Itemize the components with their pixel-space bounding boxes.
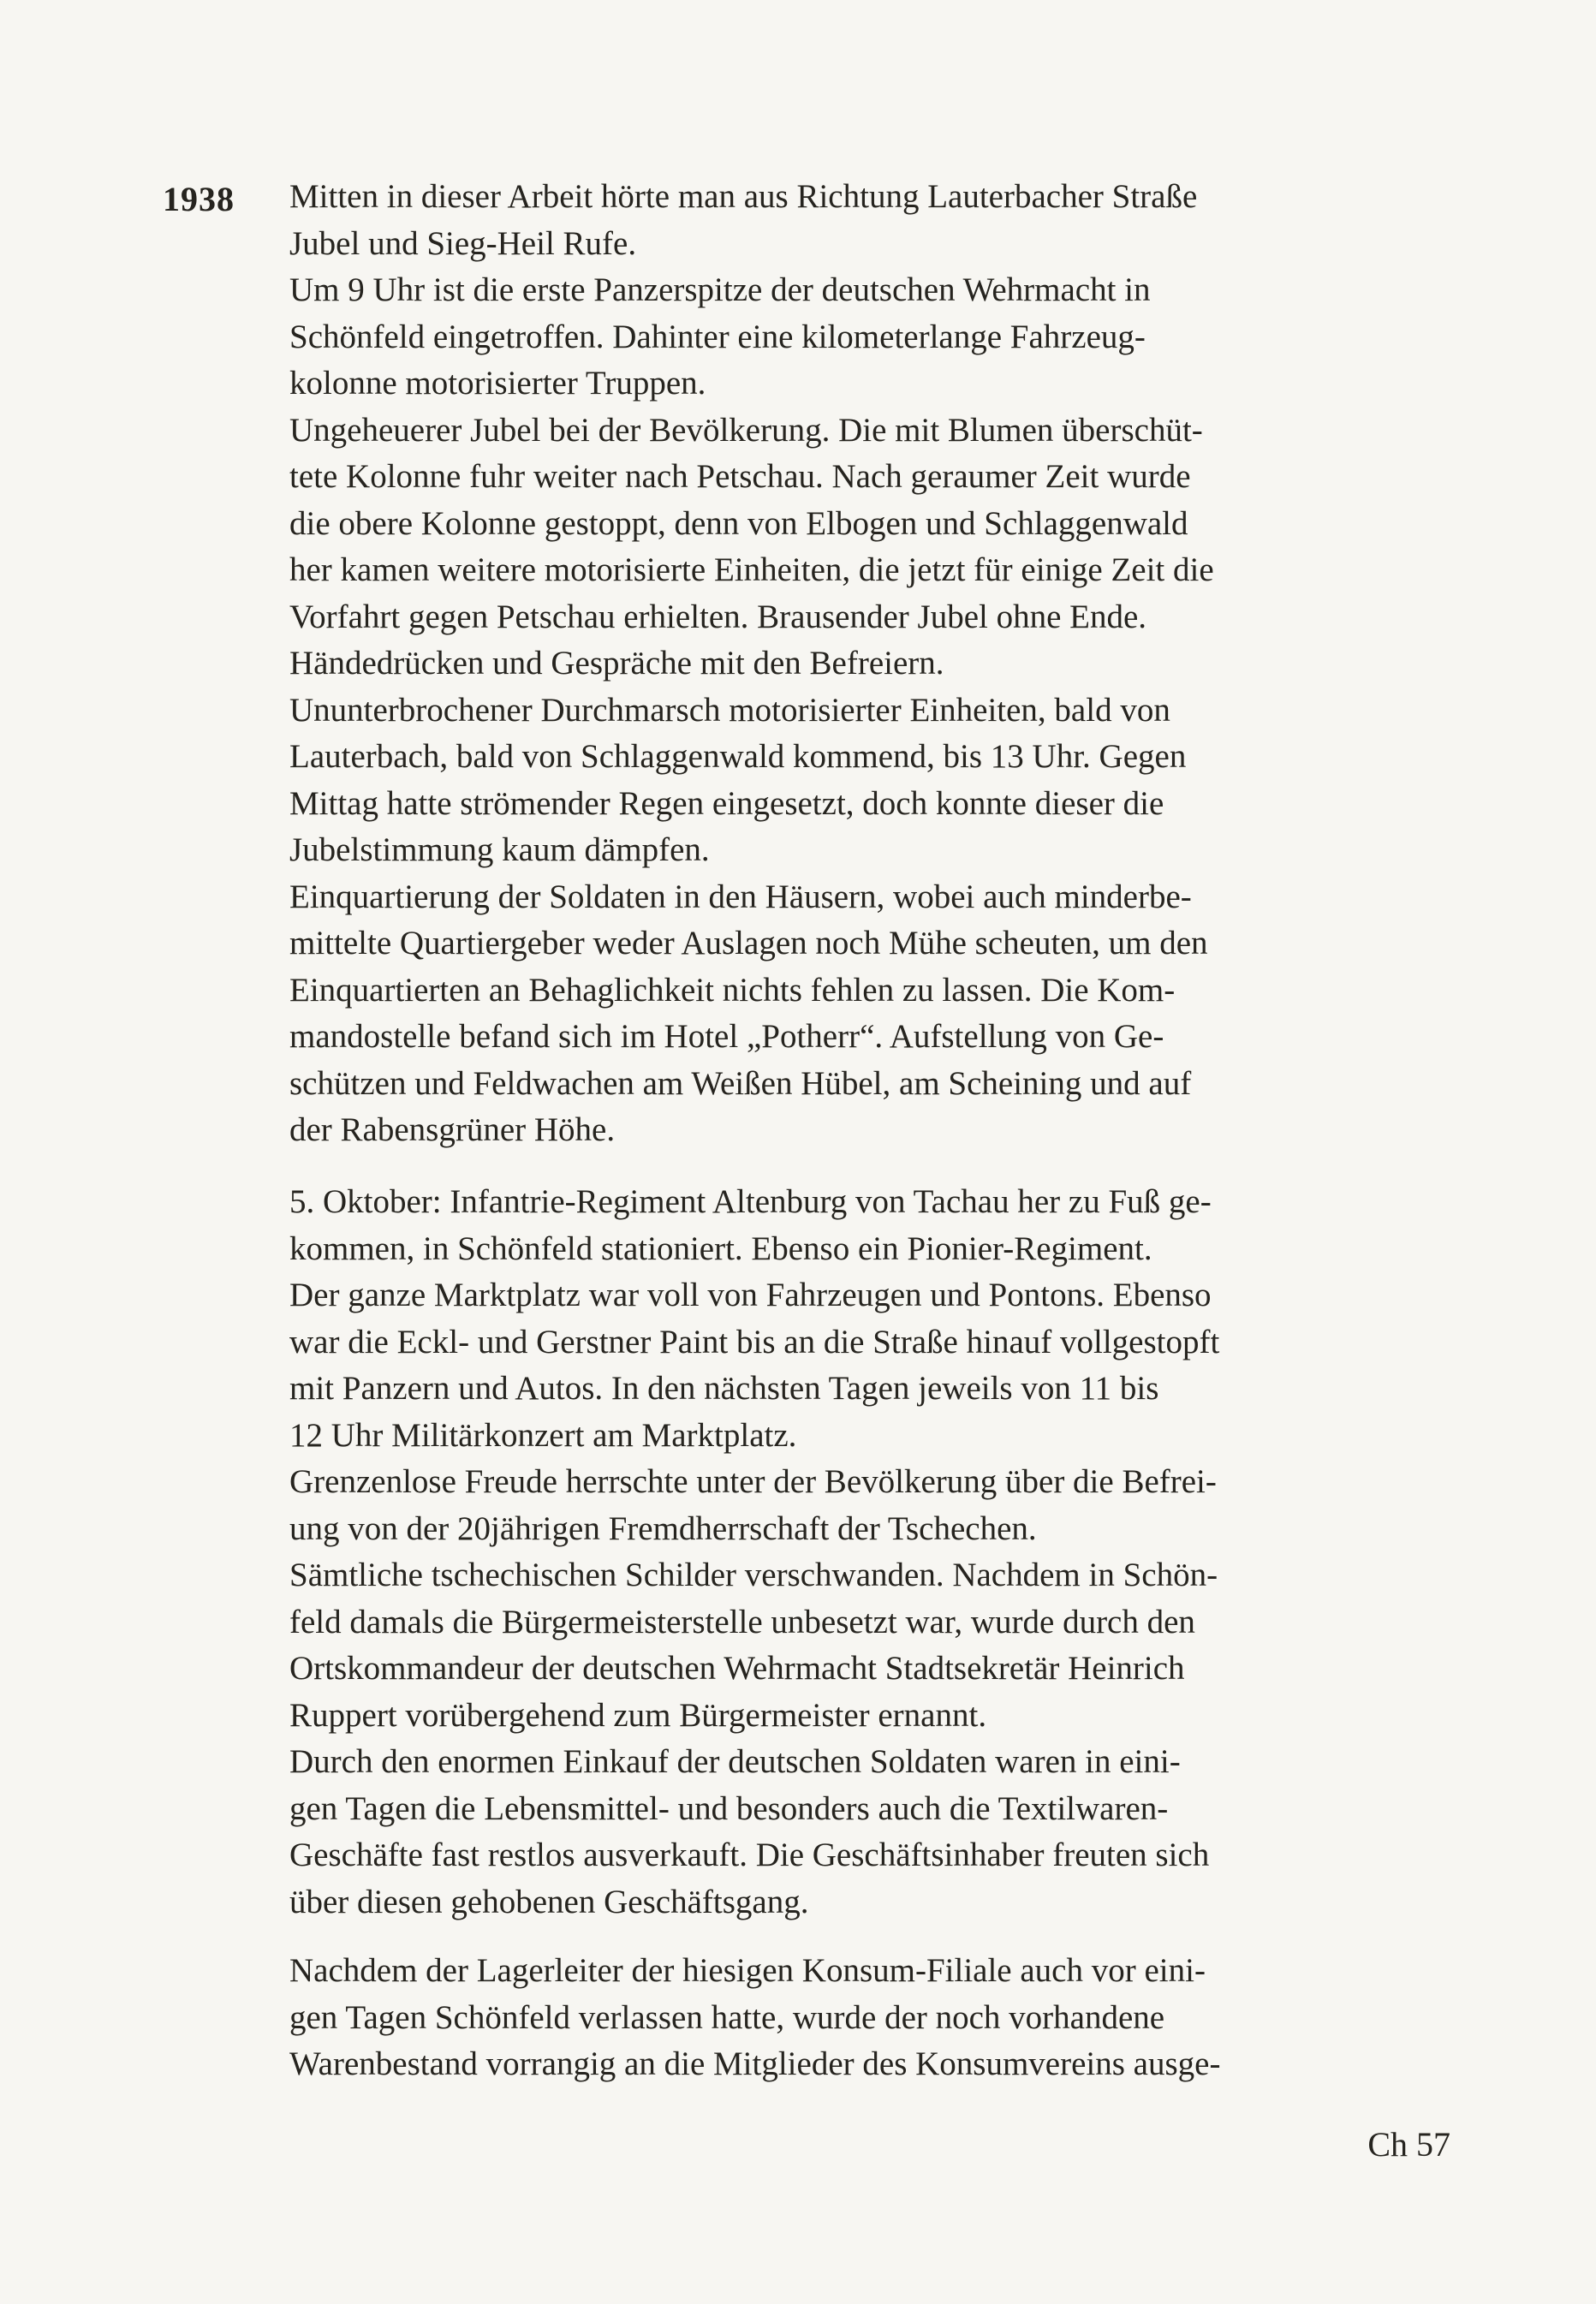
text-line: Vorfahrt gegen Petschau erhielten. Brausender Jubel ohne Ende.: [289, 598, 1147, 635]
text-line: über diesen gehobenen Geschäftsgang.: [289, 1883, 809, 1920]
year-marker: 1938: [163, 180, 235, 218]
text-line: Mitten in dieser Arbeit hörte man aus Richtung Lauterbacher Straße: [289, 178, 1198, 215]
text-line: kolonne motorisierter Truppen.: [289, 365, 706, 402]
text-line: Warenbestand vorrangig an die Mitglieder des Konsumvereins ausge-: [289, 2045, 1221, 2082]
text-line: der Rabensgrüner Höhe.: [289, 1111, 616, 1148]
text-line: Mittag hatte strömender Regen eingesetzt, doch konnte dieser die: [289, 784, 1164, 822]
text-line: mittelte Quartiergeber weder Auslagen noch Mühe scheuten, um den: [289, 925, 1208, 961]
text-line: Jubel und Sieg-Heil Rufe.: [289, 224, 637, 262]
text-line: gen Tagen die Lebensmittel- und besonders auch die Textilwaren-: [289, 1789, 1169, 1827]
text-line: Lauterbach, bald von Schlaggenwald kommend, bis 13 Uhr. Gegen: [289, 738, 1187, 775]
text-line: gen Tagen Schönfeld verlassen hatte, wurde der noch vorhandene: [289, 1998, 1165, 2036]
text-line: Einquartierung der Soldaten in den Häusern, wobei auch minderbe-: [289, 878, 1192, 915]
text-line: Grenzenlose Freude herrschte unter der Bevölkerung über die Befrei-: [289, 1463, 1217, 1500]
text-line: ung von der 20jährigen Fremdherrschaft der Tschechen.: [289, 1509, 1037, 1547]
text-line: 5. Oktober: Infantrie-Regiment Altenburg von Tachau her zu Fuß ge-: [289, 1183, 1212, 1220]
text-line: Ruppert vorübergehend zum Bürgermeister ernannt.: [289, 1696, 987, 1734]
paragraph-block-3: [289, 1948, 1445, 2088]
text-line: Sämtliche tschechischen Schilder verschwanden. Nachdem in Schön-: [289, 1557, 1218, 1593]
text-line: Nachdem der Lagerleiter der hiesigen Konsum-Filiale auch vor eini-: [289, 1952, 1206, 1989]
text-line: Einquartierten an Behaglichkeit nichts fehlen zu lassen. Die Kom-: [289, 971, 1176, 1009]
text-line: kommen, in Schönfeld stationiert. Ebenso ein Pionier-Regiment.: [289, 1229, 1152, 1267]
text-line: feld damals die Bürgermeisterstelle unbesetzt war, wurde durch den: [289, 1603, 1195, 1640]
text-line: Der ganze Marktplatz war voll von Fahrzeugen und Pontons. Ebenso: [289, 1277, 1212, 1313]
text-line: schützen und Feldwachen am Weißen Hübel, am Scheining und auf: [289, 1064, 1192, 1102]
text-line: Durch den enormen Einkauf der deutschen Soldaten waren in eini-: [289, 1743, 1181, 1780]
text-line: mandostelle befand sich im Hotel „Potherr“. Aufstellung von Ge-: [289, 1018, 1164, 1055]
text-line: 12 Uhr Militärkonzert am Marktplatz.: [289, 1416, 797, 1454]
text-line: Geschäfte fast restlos ausverkauft. Die Geschäftsinhaber freuten sich: [289, 1837, 1210, 1873]
text-line: Jubelstimmung kaum dämpfen.: [289, 831, 710, 868]
text-line: Ungeheuerer Jubel bei der Bevölkerung. Die mit Blumen überschüt-: [289, 411, 1203, 449]
text-line: Ununterbrochener Durchmarsch motorisierter Einheiten, bald von: [289, 691, 1170, 729]
text-line: tete Kolonne fuhr weiter nach Petschau. Nach geraumer Zeit wurde: [289, 458, 1191, 495]
text-line: mit Panzern und Autos. In den nächsten Tagen jeweils von 11 bis: [289, 1370, 1159, 1407]
text-line: die obere Kolonne gestoppt, denn von Elbogen und Schlaggenwald: [289, 504, 1188, 542]
text-line: Schönfeld eingetroffen. Dahinter eine kilometerlange Fahrzeug-: [289, 318, 1146, 355]
page-number: Ch 57: [1367, 2125, 1450, 2164]
text-line: Ortskommandeur der deutschen Wehrmacht Stadtsekretär Heinrich: [289, 1650, 1185, 1687]
text-line: her kamen weitere motorisierte Einheiten, die jetzt für einige Zeit die: [289, 551, 1214, 588]
paragraph-block-1: [289, 174, 1445, 1154]
text-line: Händedrücken und Gespräche mit den Befreiern.: [289, 645, 944, 682]
paragraph-block-2: [289, 1179, 1445, 1926]
text-line: war die Eckl- und Gerstner Paint bis an die Straße hinauf vollgestopft: [289, 1323, 1220, 1360]
text-line: Um 9 Uhr ist die erste Panzerspitze der deutschen Wehrmacht in: [289, 271, 1151, 308]
